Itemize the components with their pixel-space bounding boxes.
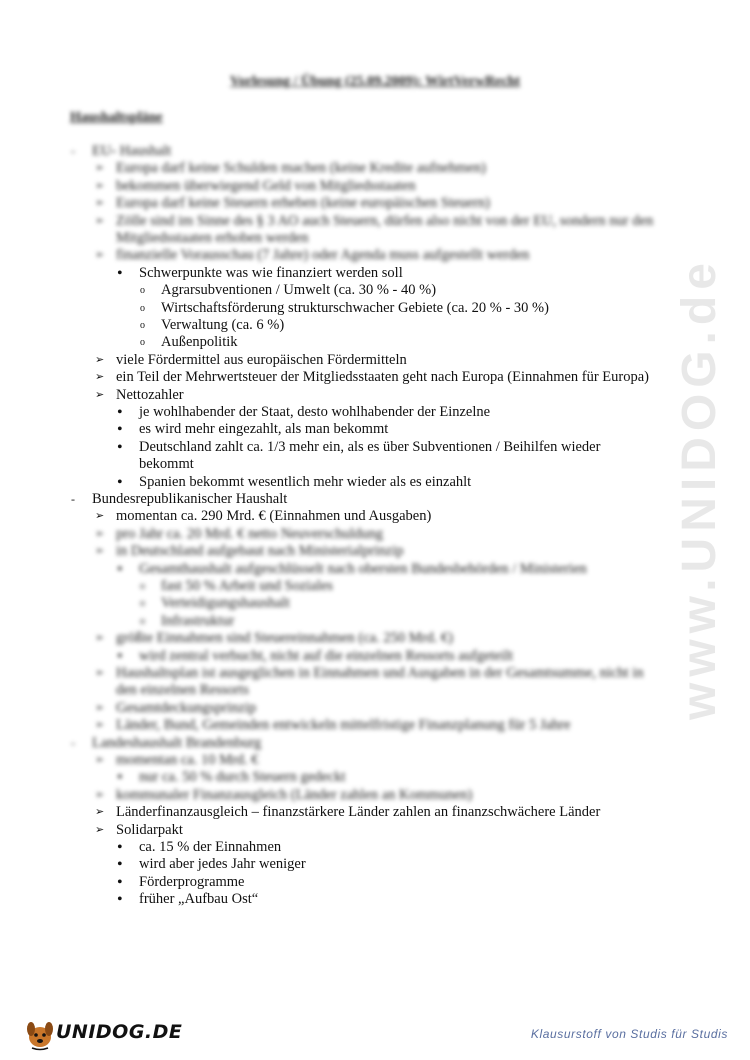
line-text: momentan ca. 290 Mrd. € (Einnahmen und Ausgaben) bbox=[116, 508, 432, 524]
arrow-marker: ➢ bbox=[95, 632, 105, 644]
arrow-marker: ➢ bbox=[95, 528, 105, 540]
arrow-marker: ➢ bbox=[95, 371, 105, 383]
line-text: Spanien bekommt wesentlich mehr wieder als es einzahlt bbox=[139, 474, 472, 490]
bullet-marker: • bbox=[117, 769, 123, 786]
line-text: viele Fördermittel aus europäischen Fördermitteln bbox=[116, 352, 407, 368]
circle-marker: o bbox=[140, 581, 145, 592]
line-text: Verwaltung (ca. 6 %) bbox=[161, 317, 285, 333]
line-text: Schwerpunkte was wie finanziert werden soll bbox=[139, 265, 403, 281]
arrow-marker: ➢ bbox=[95, 789, 105, 801]
arrow-marker: ➢ bbox=[95, 215, 105, 227]
arrow-marker: ➢ bbox=[95, 162, 105, 174]
bullet-marker: • bbox=[117, 874, 123, 891]
line-text: Europa darf keine Steuern erheben (keine europäischen Steuern) bbox=[116, 195, 491, 211]
arrow-marker: ➢ bbox=[95, 354, 105, 366]
line-text: ein Teil der Mehrwertsteuer der Mitgliedsstaaten geht nach Europa (Einnahmen für Europa) bbox=[116, 369, 650, 385]
arrow-marker: ➢ bbox=[95, 702, 105, 714]
circle-marker: o bbox=[140, 598, 145, 609]
bullet-marker: • bbox=[117, 404, 123, 421]
line-text: den einzelnen Ressorts bbox=[116, 682, 249, 698]
line-text: Verteidigungshaushalt bbox=[161, 595, 290, 611]
section-heading: Haushaltspläne bbox=[70, 110, 163, 125]
document-title: Vorlesung / Übung (25.09.2009): WirtVerwRecht bbox=[229, 74, 521, 89]
line-text: Förderprogramme bbox=[139, 874, 245, 890]
line-text: Gesamtdeckungsprinzip bbox=[116, 700, 257, 716]
line-text: Nettozahler bbox=[116, 387, 184, 403]
line-text: momentan ca. 10 Mrd. € bbox=[116, 752, 259, 768]
arrow-marker: ➢ bbox=[95, 197, 105, 209]
arrow-marker: ➢ bbox=[95, 389, 105, 401]
line-text: Europa darf keine Schulden machen (keine Kredite aufnehmen) bbox=[116, 160, 486, 176]
line-text: wird zentral verbucht, nicht auf die einzelnen Ressorts aufgeteilt bbox=[139, 648, 514, 664]
bullet-marker: • bbox=[117, 648, 123, 665]
line-text: Zölle sind im Sinne des § 3 AO auch Steuern, dürfen also nicht von der EU, sondern nur den bbox=[116, 213, 654, 229]
line-text: Mitgliedsstaaten erhoben werden bbox=[116, 230, 309, 246]
circle-marker: o bbox=[140, 303, 145, 314]
arrow-marker: ➢ bbox=[95, 824, 105, 836]
line-text: Außenpolitik bbox=[161, 334, 238, 350]
dash-marker: - bbox=[71, 736, 75, 750]
line-text: Gesamthaushalt aufgeschlüsselt nach obersten Bundesbehörden / Ministerien bbox=[139, 561, 587, 577]
line-text: Länder, Bund, Gemeinden entwickeln mittelfristige Finanzplanung für 5 Jahre bbox=[116, 717, 571, 733]
line-text: Landeshaushalt Brandenburg bbox=[92, 735, 262, 751]
bullet-marker: • bbox=[117, 856, 123, 873]
line-text: EU- Haushalt bbox=[92, 143, 172, 159]
line-text: bekommen überwiegend Geld von Mitgliedsstaaten bbox=[116, 178, 416, 194]
line-text: Länderfinanzausgleich – finanzstärkere Länder zahlen an finanzschwächere Länder bbox=[116, 804, 601, 820]
line-text: früher „Aufbau Ost“ bbox=[139, 891, 259, 907]
arrow-marker: ➢ bbox=[95, 510, 105, 522]
bullet-marker: • bbox=[117, 561, 123, 578]
logo-text: UNIDOG.DE bbox=[56, 1021, 183, 1043]
arrow-marker: ➢ bbox=[95, 249, 105, 261]
dash-marker: - bbox=[71, 144, 75, 158]
footer-tagline: Klausurstoff von Studis für Studis bbox=[530, 1027, 728, 1041]
arrow-marker: ➢ bbox=[95, 806, 105, 818]
line-text: ca. 15 % der Einnahmen bbox=[139, 839, 282, 855]
arrow-marker: ➢ bbox=[95, 545, 105, 557]
bullet-marker: • bbox=[117, 439, 123, 456]
circle-marker: o bbox=[140, 616, 145, 627]
line-text: fast 50 % Arbeit und Soziales bbox=[161, 578, 333, 594]
bullet-marker: • bbox=[117, 421, 123, 438]
dash-marker: - bbox=[71, 492, 75, 506]
bullet-marker: • bbox=[117, 891, 123, 908]
line-text: Solidarpakt bbox=[116, 822, 183, 838]
circle-marker: o bbox=[140, 337, 145, 348]
line-text: bekommt bbox=[139, 456, 194, 472]
dog-mascot-icon bbox=[22, 1015, 58, 1051]
line-text: Deutschland zahlt ca. 1/3 mehr ein, als es über Subventionen / Beihilfen wieder bbox=[139, 439, 601, 455]
line-text: pro Jahr ca. 20 Mrd. € netto Neuverschuldung bbox=[116, 526, 383, 542]
line-text: Wirtschaftsförderung strukturschwacher Gebiete (ca. 20 % - 30 %) bbox=[161, 300, 549, 316]
unidog-logo[interactable] bbox=[22, 1015, 183, 1055]
arrow-marker: ➢ bbox=[95, 754, 105, 766]
line-text: es wird mehr eingezahlt, als man bekommt bbox=[139, 421, 389, 437]
arrow-marker: ➢ bbox=[95, 667, 105, 679]
line-text: in Deutschland aufgebaut nach Ministerialprinzip bbox=[116, 543, 404, 559]
circle-marker: o bbox=[140, 285, 145, 296]
arrow-marker: ➢ bbox=[95, 719, 105, 731]
bullet-marker: • bbox=[117, 474, 123, 491]
line-text: nur ca. 50 % durch Steuern gedeckt bbox=[139, 769, 346, 785]
circle-marker: o bbox=[140, 320, 145, 331]
bullet-marker: • bbox=[117, 265, 123, 282]
watermark: www.UNIDOG.de bbox=[673, 257, 726, 720]
line-text: größte Einnahmen sind Steuereinnahmen (ca. 250 Mrd. €) bbox=[116, 630, 454, 646]
line-text: je wohlhabender der Staat, desto wohlhabender der Einzelne bbox=[139, 404, 491, 420]
line-text: finanzielle Vorausschau (7 Jahre) oder Agenda muss aufgestellt werden bbox=[116, 247, 530, 263]
line-text: Agrarsubventionen / Umwelt (ca. 30 % - 40 %) bbox=[161, 282, 437, 298]
line-text: Infrastruktur bbox=[161, 613, 235, 629]
line-text: Haushaltsplan ist ausgeglichen in Einnahmen und Ausgaben in der Gesamtsumme, nicht in bbox=[116, 665, 644, 681]
line-text: kommunaler Finanzausgleich (Länder zahlen an Kommunen) bbox=[116, 787, 473, 803]
arrow-marker: ➢ bbox=[95, 180, 105, 192]
line-text: wird aber jedes Jahr weniger bbox=[139, 856, 306, 872]
line-text: Bundesrepublikanischer Haushalt bbox=[92, 491, 288, 507]
bullet-marker: • bbox=[117, 839, 123, 856]
